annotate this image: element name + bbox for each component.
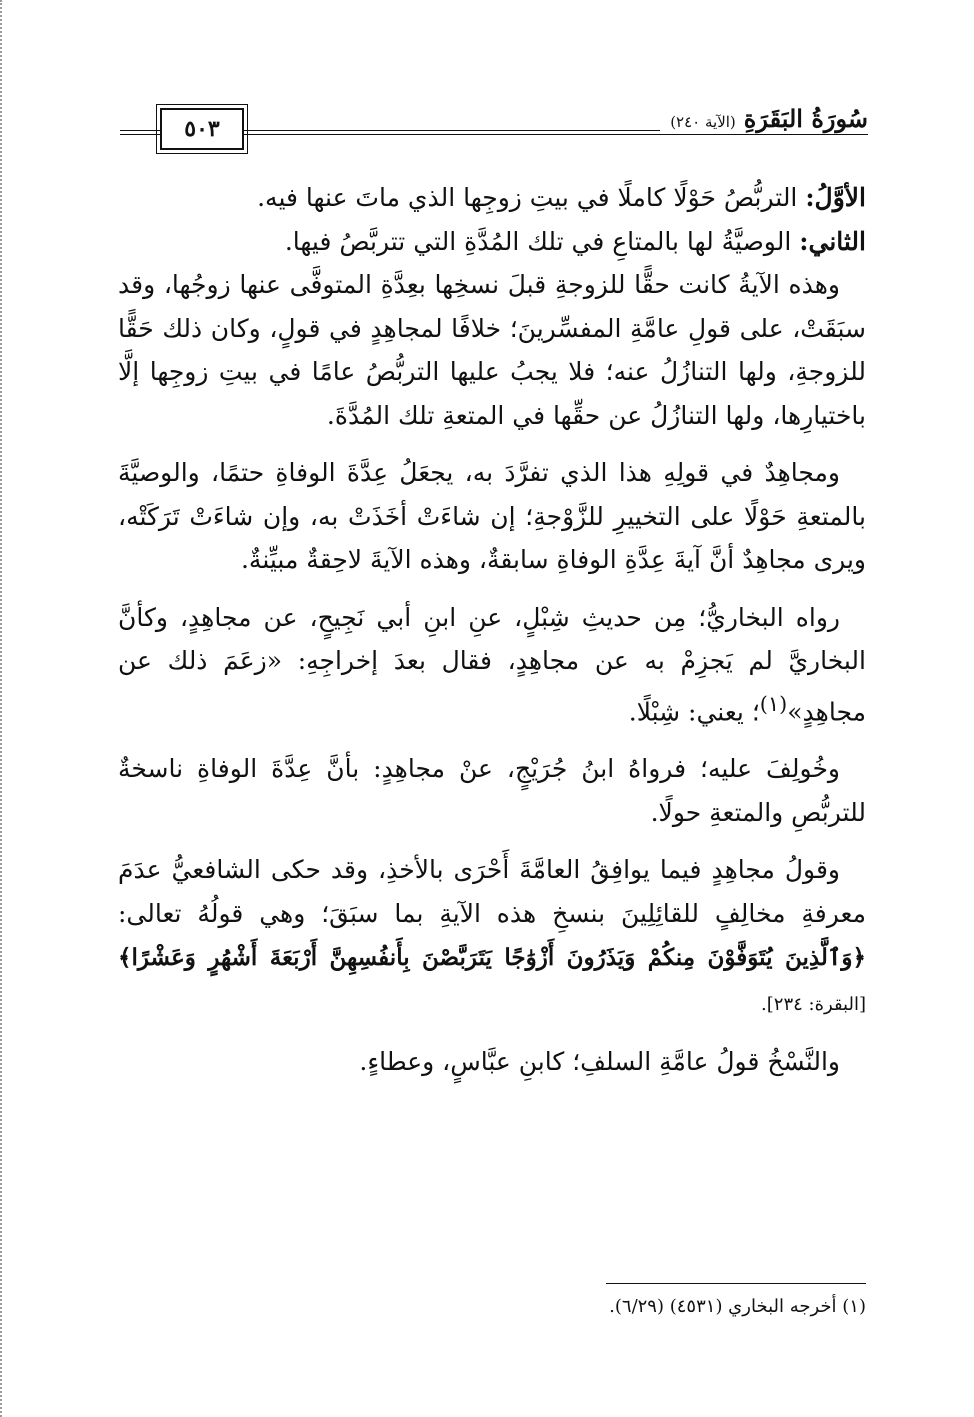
verse-reference: [البقرة: ٢٣٤]. — [761, 993, 866, 1015]
paragraph — [118, 848, 866, 1026]
paragraph-lead: الأوَّلُ: — [805, 183, 866, 212]
paragraph — [118, 220, 866, 264]
paragraph — [118, 596, 866, 734]
surah-name: سُورَةُ البَقَرَةِ — [743, 104, 868, 133]
paragraph — [118, 176, 866, 220]
paragraph-text: الوصيَّةُ لها بالمتاعِ في تلك المُدَّةِ التي تتربَّصُ فيها. — [284, 226, 800, 256]
paragraph-lead: الثاني: — [799, 226, 866, 256]
paragraph — [118, 451, 866, 582]
paragraph-text: ؛ يعني: شِبْلًا. — [628, 696, 760, 726]
main-text — [118, 176, 866, 1084]
scan-edge — [0, 0, 8, 1417]
paragraph-text: التربُّصُ حَوْلًا كاملًا في بيتِ زوجِها الذي ماتَ عنها فيه. — [257, 183, 806, 212]
paragraph — [118, 263, 866, 437]
footnote: (١) أخرجه البخاري (٤٥٣١) (٦/٢٩). — [609, 1296, 866, 1317]
paragraph-text: ومجاهِدٌ في قولِهِ هذا الذي تفرَّدَ به، يجعَلُ عِدَّةَ الوفاةِ حتمًا، والوصيَّةَ بالمتعةِ حَوْلًا على التخييرِ للزَّوْجةِ؛ إن شاءَتْ أخَذَتْ به، وإن شاءَتْ تَرَكَتْه، ويرى مجاهِدٌ أنَّ آيةَ عِدَّةِ الوفاةِ سابقةٌ، وهذه الآيةَ لاحِقةٌ مبيِّنةٌ. — [118, 458, 866, 574]
quran-verse: ﴿وَٱلَّذِينَ يُتَوَفَّوْنَ مِنكُمْ وَيَذَرُونَ أَزْوَٰجًا يَتَرَبَّصْنَ بِأَنفُسِهِنَّ أَرْبَعَةَ أَشْهُرٍ وَعَشْرًا﴾ — [118, 944, 866, 972]
footnote-rule — [606, 1283, 866, 1284]
paragraph-text: وخُولِفَ عليه؛ فرواهُ ابنُ جُرَيْجٍ، عنْ مجاهِدٍ: بأنَّ عِدَّةَ الوفاةِ ناسخةٌ للتربُّصِ والمتعةِ حولًا. — [118, 754, 866, 827]
paragraph-text: وقولُ مجاهِدٍ فيما يوافِقُ العامَّةَ أَحْرَى بالأخذِ، وقد حكى الشافعيُّ عدَمَ معرفةِ مخالِفٍ للقائِلِينَ بنسخِ هذه الآيةِ بما سبَقَ؛ وهي قولُهُ تعالى: — [118, 855, 866, 928]
paragraph — [118, 747, 866, 834]
paragraph-text: والنَّسْخُ قولُ عامَّةِ السلفِ؛ كابنِ عبَّاسٍ، وعطاءٍ. — [359, 1047, 840, 1077]
page-header — [120, 100, 868, 160]
paragraph-text: رواه البخاريُّ؛ مِن حديثِ شِبْلٍ، عنِ ابنِ أبي نَجِيحٍ، عن مجاهِدٍ، وكأنَّ البخاريَّ لم يَجزِمْ به عن مجاهِدٍ، فقال بعدَ إخراجِهِ: «زعَمَ ذلك عن مجاهِدٍ» — [118, 602, 866, 726]
paragraph-text: وهذه الآيةُ كانت حقًّا للزوجةِ قبلَ نسخِها بعِدَّةِ المتوفَّى عنها زوجُها، وقد سبَقَتْ، على قولِ عامَّةِ المفسِّرينَ؛ خلافًا لمجاهِدٍ في قولٍ، وكان ذلك حَقًّا للزوجةِ، ولها التنازُلُ عنه؛ فلا يجبُ عليها التربُّصُ عامًا في بيتِ زوجِها إلَّا باختيارِها، ولها التنازُلُ عن حقِّها في المتعةِ تلك المُدَّةَ. — [118, 270, 866, 430]
paragraph — [118, 1040, 866, 1084]
page-number: ٥٠٣ — [160, 108, 244, 150]
footnote-marker: (١) — [759, 691, 788, 716]
header-title — [660, 104, 868, 133]
ayah-reference: (الآية ٢٤٠) — [670, 113, 736, 131]
